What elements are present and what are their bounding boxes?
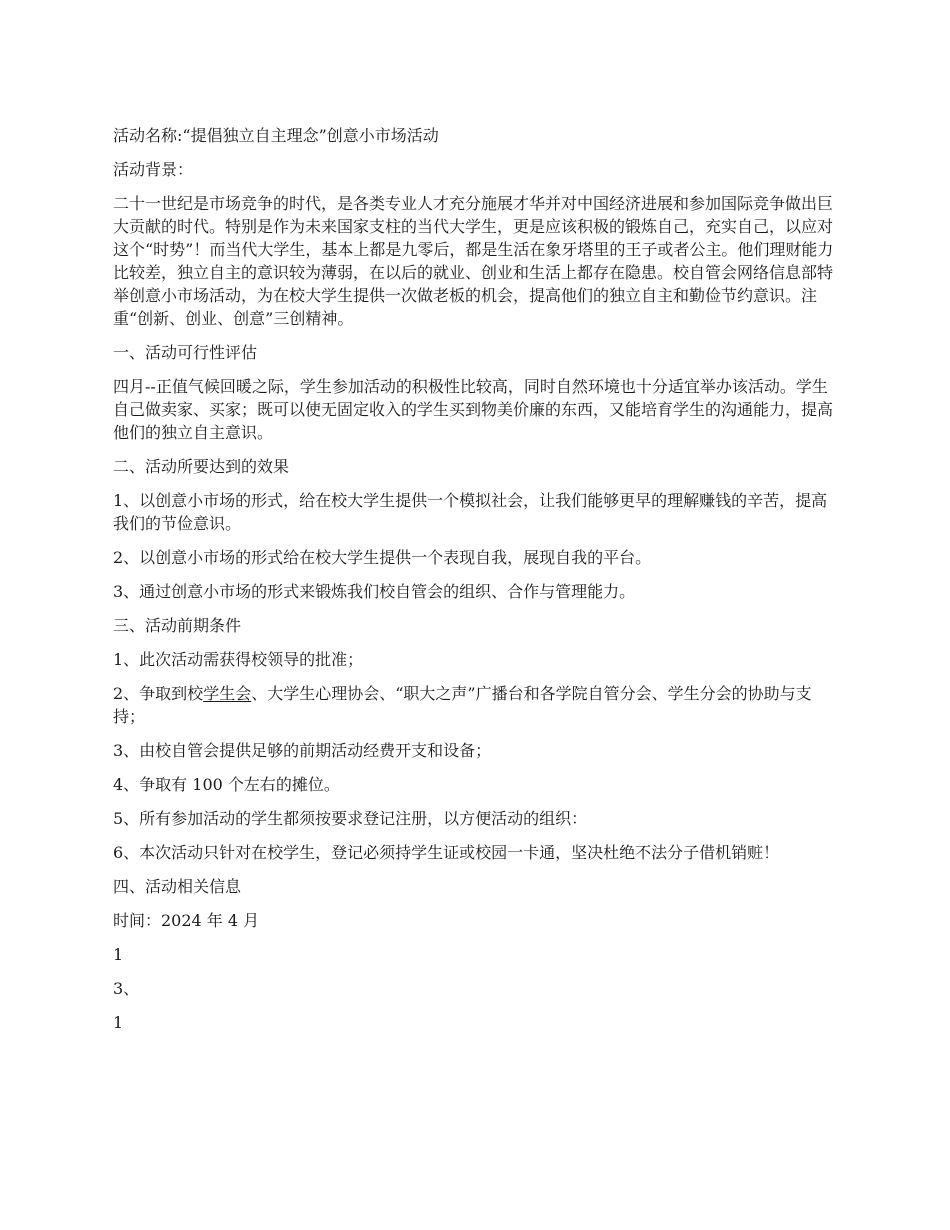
section-3-item: 1、此次活动需获得校领导的批准； — [113, 650, 364, 669]
section-2-item: 1、以创意小市场的形式，给在校大学生提供一个模拟社会，让我们能够更早的理解赚钱的辛苦，提高我们的节俭意识。 — [113, 491, 828, 533]
document-page — [113, 124, 843, 1045]
time-line: 时间：2024 年 4 月 — [113, 911, 260, 930]
section-3-item — [113, 682, 843, 728]
section-3-item: 3、由校自管会提供足够的前期活动经费开支和设备； — [113, 741, 492, 760]
background-heading: 活动背景： — [113, 160, 194, 179]
fragment-line: 3、 — [113, 979, 140, 998]
section-1-paragraph: 四月--正值气候回暖之际，学生参加活动的积极性比较高，同时自然环境也十分适宜举办该活动。学生自己做卖家、买家；既可以使无固定收入的学生买到物美价廉的东西，又能培育学生的沟通能力，提高他们的独立自主意识。 — [113, 377, 834, 442]
item-text: 、大学生心理协会、“职大之声”广播台和各学院自管分会、学生分会的协助与支持； — [113, 684, 812, 726]
section-3-item: 6、本次活动只针对在校学生，登记必须持学生证或校园一卡通，坚决杜绝不法分子借机销赃！ — [113, 843, 780, 862]
section-2-item: 3、通过创意小市场的形式来锻炼我们校自管会的组织、合作与管理能力。 — [113, 582, 636, 601]
student-union-link[interactable]: 学生会 — [203, 684, 252, 703]
fragment-line: 1 — [113, 945, 124, 964]
section-2-item: 2、以创意小市场的形式给在校大学生提供一个表现自我，展现自我的平台。 — [113, 548, 652, 567]
section-4-heading: 四、活动相关信息 — [113, 877, 242, 896]
section-3-item: 4、争取有 100 个左右的摊位。 — [113, 775, 340, 794]
fragment-line: 1 — [113, 1013, 124, 1032]
background-paragraph: 二十一世纪是市场竞争的时代，是各类专业人才充分施展才华并对中国经济进展和参加国际竞争做出巨大贡献的时代。特别是作为未来国家支柱的当代大学生，更是应该积极的锻炼自己，充实自己，以应对这个“时势”！而当代大学生，基本上都是九零后，都是生活在象牙塔里的王子或者公主。他们理财能力比较差，独立自主的意识较为薄弱，在以后的就业、创业和生活上都存在隐患。校自管会网络信息部特举创意小市场活动，为在校大学生提供一次做老板的机会，提高他们的独立自主和勤俭节约意识。注重“创新、创业、创意”三创精神。 — [113, 194, 834, 328]
item-text: 2、争取到校 — [113, 684, 204, 703]
section-2-heading: 二、活动所要达到的效果 — [113, 457, 290, 476]
section-3-heading: 三、活动前期条件 — [113, 616, 242, 635]
section-1-heading: 一、活动可行性评估 — [113, 343, 258, 362]
section-3-item: 5、所有参加活动的学生都须按要求登记注册，以方便活动的组织： — [113, 809, 588, 828]
document-title: 活动名称:“提倡独立自主理念”创意小市场活动 — [113, 126, 439, 145]
